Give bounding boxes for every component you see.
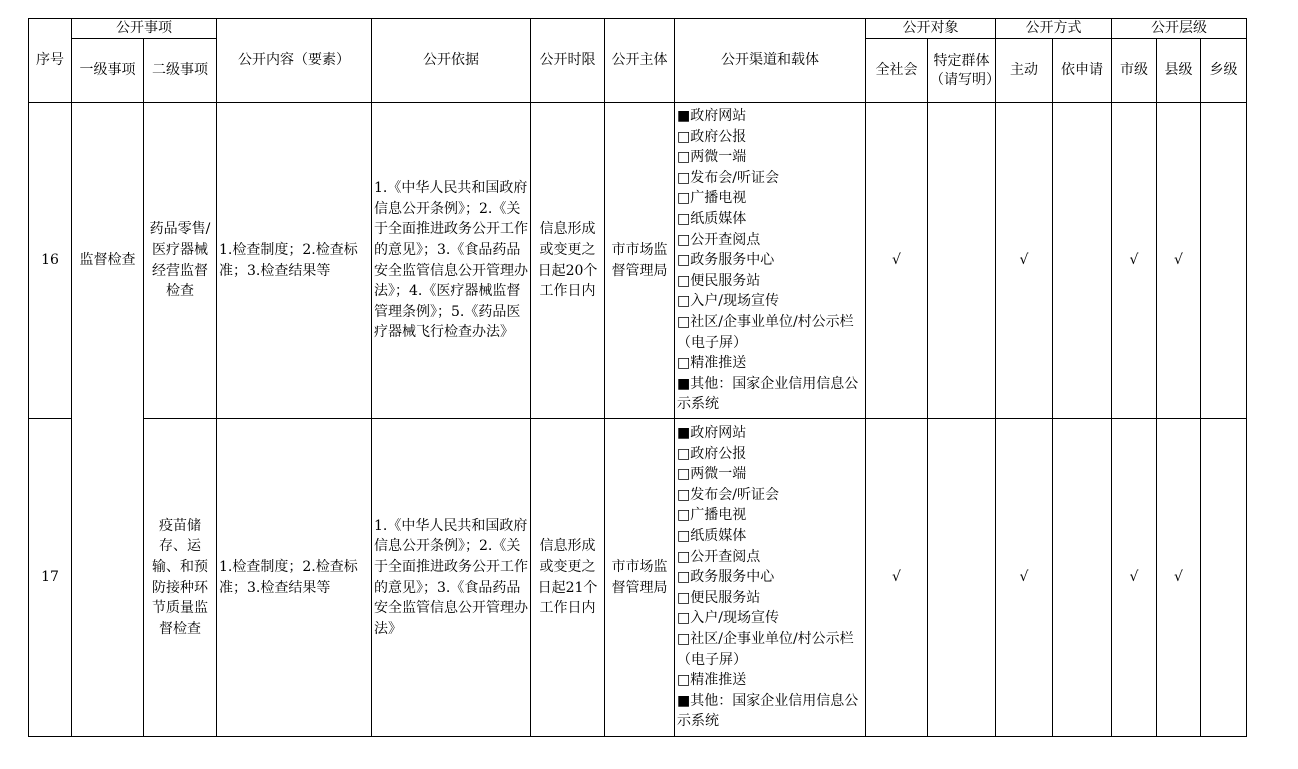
row-level-town: [1201, 419, 1247, 737]
channel-item: □精准推送: [677, 672, 747, 689]
header-subject: 公开主体: [605, 19, 675, 103]
channel-item: □纸质媒体: [677, 211, 747, 228]
table-row: [29, 103, 1247, 419]
row-target-specific: [928, 103, 996, 419]
header-seq: 序号: [29, 19, 72, 103]
row-subject: 市市场监督管理局: [605, 419, 675, 737]
row-level-town: [1201, 103, 1247, 419]
row-level2: 疫苗储存、运输、和预防接种环节质量监督检查: [144, 419, 217, 737]
channel-item: □便民服务站: [677, 272, 761, 289]
channel-item: □发布会/听证会: [677, 486, 779, 503]
row-channels: [675, 103, 866, 419]
row-target-all: √: [866, 419, 928, 737]
header-level2: 二级事项: [144, 39, 217, 103]
channel-item: ■其他：国家企业信用信息公示系统: [677, 692, 859, 730]
channel-item: □入户/现场宣传: [677, 293, 779, 310]
channel-item: □广播电视: [677, 190, 747, 207]
header-level1: 一级事项: [72, 39, 144, 103]
channel-item: □入户/现场宣传: [677, 610, 779, 627]
row-target-all: √: [866, 103, 928, 419]
row-method-request: [1053, 103, 1112, 419]
row-seq: 17: [29, 419, 72, 737]
row-content: 1.检查制度；2.检查标准；3.检查结果等: [217, 419, 372, 737]
channel-item: □社区/企事业单位/村公示栏（电子屏）: [677, 313, 854, 351]
channel-item: □政务服务中心: [677, 252, 775, 269]
row-channels: [675, 419, 866, 737]
table-row: [29, 419, 1247, 737]
row-target-specific: [928, 419, 996, 737]
row-level-county: √: [1157, 419, 1201, 737]
disclosure-table: [28, 18, 1247, 737]
header-target-group: 公开对象: [866, 19, 996, 39]
channel-item: □两微一端: [677, 149, 747, 166]
row-seq: 16: [29, 103, 72, 419]
header-level-county: 县级: [1157, 39, 1201, 103]
header-target-specific: 特定群体（请写明）: [928, 39, 996, 103]
channel-item: ■政府网站: [677, 108, 747, 125]
channel-item: ■政府网站: [677, 425, 747, 442]
header-method-active: 主动: [996, 39, 1053, 103]
row-level1: [72, 419, 144, 737]
row-level-city: √: [1112, 419, 1157, 737]
header-basis: 公开依据: [372, 19, 531, 103]
header-level-group: 公开层级: [1112, 19, 1247, 39]
row-method-active: √: [996, 419, 1053, 737]
channel-item: □精准推送: [677, 355, 747, 372]
row-method-request: [1053, 419, 1112, 737]
row-level2: 药品零售/医疗器械经营监督检查: [144, 103, 217, 419]
row-method-active: √: [996, 103, 1053, 419]
row-level-city: √: [1112, 103, 1157, 419]
channel-item: ■其他：国家企业信用信息公示系统: [677, 375, 859, 413]
row-basis: 1.《中华人民共和国政府信息公开条例》；2.《关于全面推进政务公开工作的意见》；3.《食品药品安全监管信息公开管理办法》: [372, 419, 531, 737]
row-content: 1.检查制度；2.检查标准；3.检查结果等: [217, 103, 372, 419]
channel-item: □公开查阅点: [677, 231, 761, 248]
channel-item: □广播电视: [677, 507, 747, 524]
header-target-all: 全社会: [866, 39, 928, 103]
channel-item: □两微一端: [677, 466, 747, 483]
header-content: 公开内容（要素）: [217, 19, 372, 103]
channel-item: □政务服务中心: [677, 569, 775, 586]
channel-item: □政府公报: [677, 128, 747, 145]
row-time-limit: 信息形成或变更之日起20个工作日内: [531, 103, 605, 419]
header-level-town: 乡级: [1201, 39, 1247, 103]
channel-item: □公开查阅点: [677, 548, 761, 565]
header-time-limit: 公开时限: [531, 19, 605, 103]
header-channels: 公开渠道和载体: [675, 19, 866, 103]
header-method-group: 公开方式: [996, 19, 1112, 39]
channel-item: □便民服务站: [677, 589, 761, 606]
row-time-limit: 信息形成或变更之日起21个工作日内: [531, 419, 605, 737]
channel-item: □纸质媒体: [677, 528, 747, 545]
header-method-request: 依申请: [1053, 39, 1112, 103]
header-level-city: 市级: [1112, 39, 1157, 103]
channel-item: □社区/企事业单位/村公示栏（电子屏）: [677, 630, 854, 668]
row-level-county: √: [1157, 103, 1201, 419]
row-basis: 1.《中华人民共和国政府信息公开条例》；2.《关于全面推进政务公开工作的意见》；3.《食品药品安全监管信息公开管理办法》；4.《医疗器械监督管理条例》；5.《药品医疗器械飞行检查办法》: [372, 103, 531, 419]
row-level1: 监督检查: [72, 103, 144, 419]
row-subject: 市市场监督管理局: [605, 103, 675, 419]
header-items-group: 公开事项: [72, 19, 217, 39]
channel-item: □政府公报: [677, 445, 747, 462]
channel-item: □发布会/听证会: [677, 169, 779, 186]
